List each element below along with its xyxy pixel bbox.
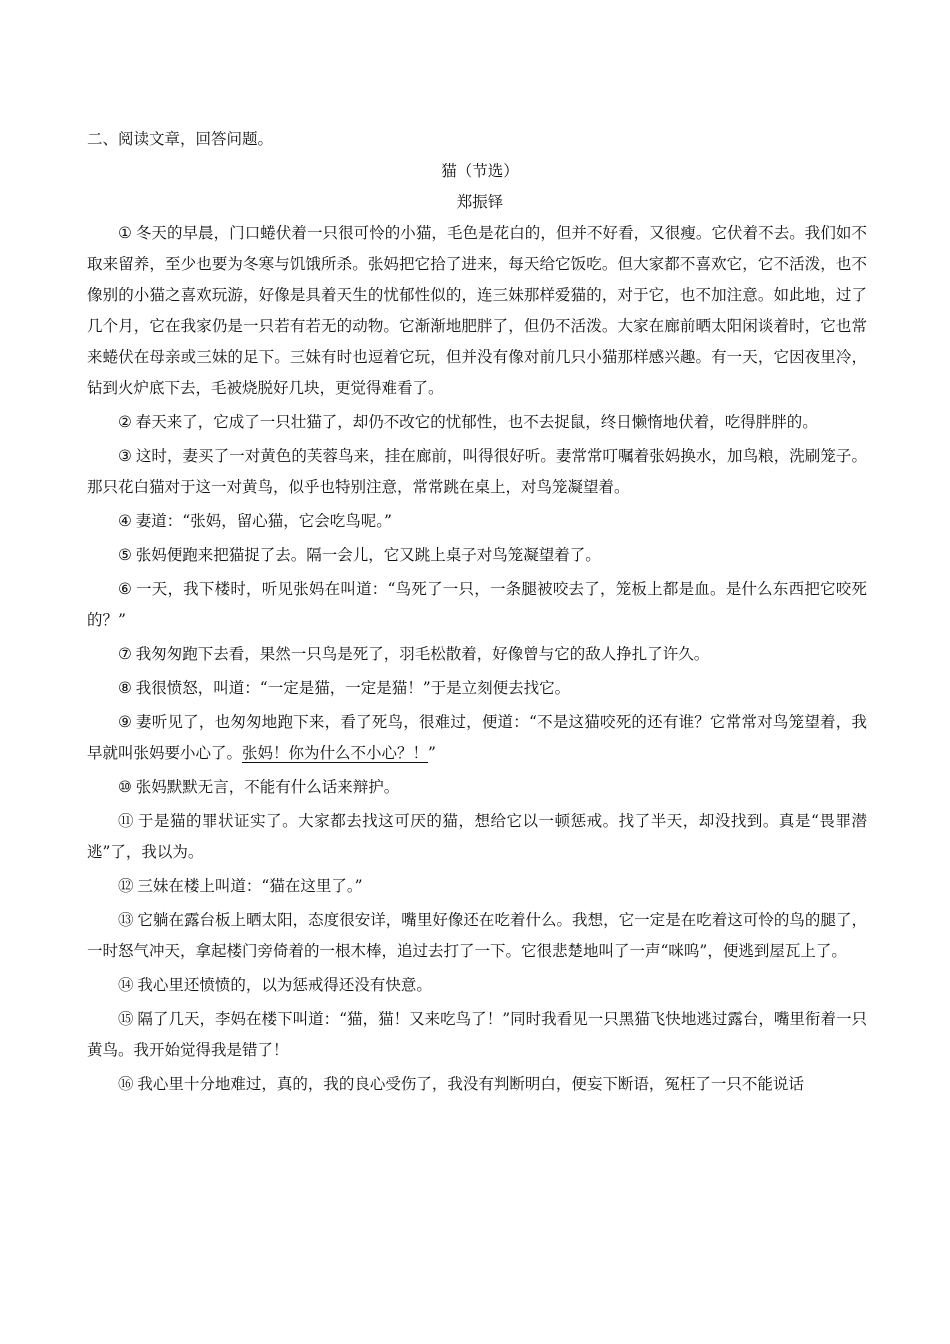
paragraph-text: 我心里还愤愤的，以为惩戒得还没有快意。 <box>137 976 432 994</box>
paragraph-number: ② <box>118 413 132 431</box>
paragraph-10 <box>87 772 867 803</box>
paragraph-4 <box>87 506 867 537</box>
paragraph-11 <box>87 806 867 868</box>
underlined-sentence: 张妈！你为什么不小心？！ <box>242 744 429 762</box>
paragraph-number: ⑫ <box>118 877 134 895</box>
paragraph-1 <box>87 218 867 404</box>
document-page <box>87 124 867 1103</box>
paragraph-6 <box>87 574 867 636</box>
paragraph-2 <box>87 407 867 438</box>
paragraph-8 <box>87 673 867 704</box>
closing-quote: ” <box>428 744 436 762</box>
paragraph-number: ⑧ <box>118 679 132 697</box>
paragraph-text: 我心里十分地难过，真的，我的良心受伤了，我没有判断明白，便妄下断语，冤枉了一只不能说话 <box>137 1075 804 1093</box>
paragraph-text: 这时，妻买了一对黄色的芙蓉鸟来，挂在廊前，叫得很好听。妻常常叮嘱着张妈换水，加鸟粮，洗刷笼子。那只花白猫对于这一对黄鸟，似乎也特别注意，常常跳在桌上，对鸟笼凝望着。 <box>87 447 867 496</box>
paragraph-text: 冬天的早晨，门口蜷伏着一只很可怜的小猫，毛色是花白的，但并不好看，又很瘦。它伏着不去。我们如不取来留养，至少也要为冬寒与饥饿所杀。张妈把它拾了进来，每天给它饭吃。但大家都不喜欢它，它不活泼，也不像别的小猫之喜欢玩游，好像是具着天生的忧郁性似的，连三妹那样爱猫的，对于它，也不加注意。如此地，过了几个月，它在我家仍是一只若有若无的动物。它渐渐地肥胖了，但仍不活泼。大家在廊前晒太阳闲谈着时，它也常来蜷伏在母亲或三妹的足下。三妹有时也逗着它玩，但并没有像对前几只小猫那样感兴趣。有一天，它因夜里冷，钻到火炉底下去，毛被烧脱好几块，更觉得难看了。 <box>87 224 867 397</box>
paragraph-number: ⑤ <box>118 546 132 564</box>
paragraph-text: 我匆匆跑下去看，果然一只鸟是死了，羽毛松散着，好像曾与它的敌人挣扎了许久。 <box>135 645 710 663</box>
paragraph-text: 于是猫的罪状证实了。大家都去找这可厌的猫，想给它以一顿惩戒。找了半天，却没找到。真是“畏罪潜逃”了，我以为。 <box>87 812 867 861</box>
paragraph-3 <box>87 441 867 503</box>
paragraph-text: 一天，我下楼时，听见张妈在叫道：“鸟死了一只，一条腿被咬去了，笼板上都是血。是什么东西把它咬死的？” <box>87 580 867 629</box>
paragraph-9 <box>87 707 867 769</box>
paragraph-text: 张妈默默无言，不能有什么话来辩护。 <box>135 778 400 796</box>
paragraph-text: 三妹在楼上叫道：“猫在这里了。” <box>137 877 363 895</box>
paragraph-12 <box>87 871 867 902</box>
paragraph-text: 隔了几天，李妈在楼下叫道：“猫，猫！又来吃鸟了！”同时我看见一只黑猫飞快地逃过露台，嘴里衔着一只黄鸟。我开始觉得我是错了！ <box>87 1010 867 1059</box>
paragraph-14 <box>87 970 867 1001</box>
paragraph-text: 张妈便跑来把猫捉了去。隔一会儿，它又跳上桌子对鸟笼凝望着了。 <box>135 546 601 564</box>
paragraph-number: ⑬ <box>118 911 134 929</box>
paragraph-number: ⑨ <box>118 713 133 731</box>
paragraph-number: ⑦ <box>118 645 132 663</box>
paragraph-5 <box>87 540 867 571</box>
paragraph-7 <box>87 639 867 670</box>
paragraph-16 <box>87 1069 867 1100</box>
paragraph-number: ⑮ <box>118 1010 134 1028</box>
paragraph-text: 妻听见了，也匆匆地跑下来，看了死鸟，很难过，便道：“不是这猫咬死的还有谁？它常常对鸟笼望着，我早就叫张妈要小心了。 <box>87 713 867 762</box>
paragraph-number: ⑭ <box>118 976 134 994</box>
paragraph-number: ⑥ <box>118 580 133 598</box>
paragraph-number: ① <box>118 224 132 242</box>
paragraph-text: 妻道：“张妈，留心猫，它会吃鸟呢。” <box>135 512 392 530</box>
paragraph-number: ⑩ <box>118 778 132 796</box>
paragraph-text: 春天来了，它成了一只壮猫了，却仍不改它的忧郁性，也不去捉鼠，终日懒惰地伏着，吃得胖胖的。 <box>135 413 818 431</box>
paragraph-text: 我很愤怒，叫道：“一定是猫，一定是猫！”于是立刻便去找它。 <box>135 679 571 697</box>
paragraph-number: ⑪ <box>118 812 135 830</box>
paragraph-13 <box>87 905 867 967</box>
paragraph-number: ④ <box>118 512 132 530</box>
paragraph-text: 它躺在露台板上晒太阳，态度很安详，嘴里好像还在吃着什么。我想，它一定是在吃着这可怜的鸟的腿了，一时怒气冲天，拿起楼门旁倚着的一根木棒，追过去打了一下。它很悲楚地叫了一声“咪呜”，便逃到屋瓦上了。 <box>87 911 867 960</box>
article-title: 猫（节选） <box>441 162 519 180</box>
section-heading: 二、阅读文章，回答问题。 <box>87 130 274 148</box>
paragraph-number: ③ <box>118 447 132 465</box>
paragraph-number: ⑯ <box>118 1075 134 1093</box>
article-author: 郑振铎 <box>456 193 504 211</box>
paragraph-15 <box>87 1004 867 1066</box>
